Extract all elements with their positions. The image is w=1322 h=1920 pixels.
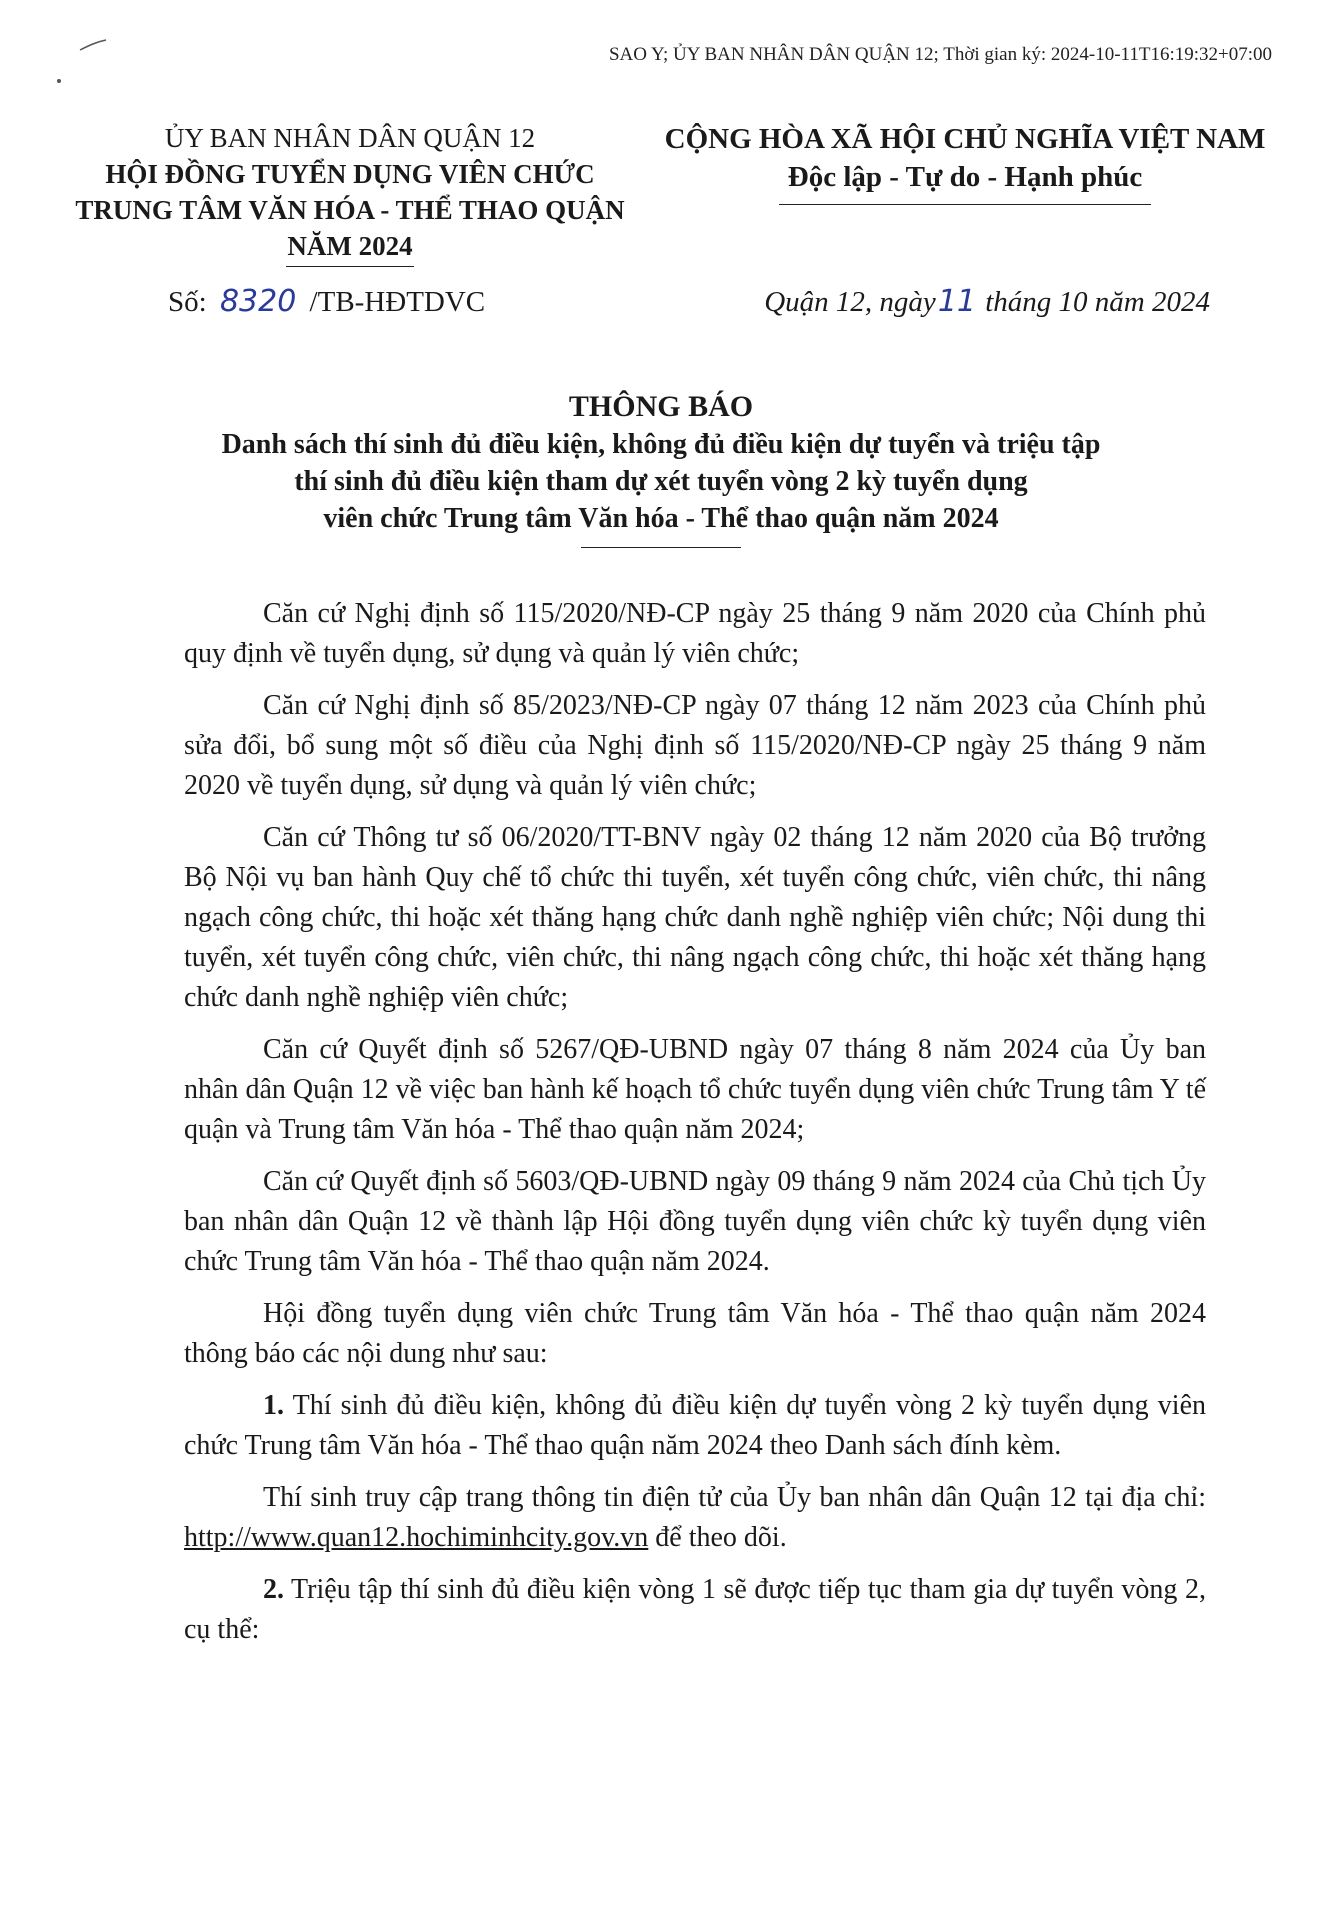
copy-signature-stamp: SAO Y; ỦY BAN NHÂN DÂN QUẬN 12; Thời gian ký: 2024-10-11T16:19:32+07:00 [608,44,1272,65]
agency-line-1: ỦY BAN NHÂN DÂN QUẬN 12 [164,123,536,153]
paragraph-item-1 [184,1386,1206,1466]
national-motto-header [660,120,1270,205]
dot-mark-icon [56,78,62,84]
item-number: 2. [263,1574,284,1605]
item-number: 1. [263,1390,284,1421]
date-day-handwritten: 11 [937,284,976,319]
document-date [764,284,1210,319]
issuing-agency-header [70,120,630,267]
agency-divider [286,266,414,267]
doc-number-handwritten: 8320 [219,284,297,319]
country-name: CỘNG HÒA XÃ HỘI CHỦ NGHĨA VIỆT NAM [664,123,1266,155]
title-line-3: viên chức Trung tâm Văn hóa - Thể thao quận năm 2024 [323,503,999,534]
website-text-before: Thí sinh truy cập trang thông tin điện tử của Ủy ban nhân dân Quận 12 tại địa chỉ: [263,1482,1206,1513]
agency-line-4: NĂM 2024 [287,231,413,261]
national-motto: Độc lập - Tự do - Hạnh phúc [787,161,1143,193]
paragraph: Căn cứ Quyết định số 5603/QĐ-UBND ngày 09 tháng 9 năm 2024 của Chủ tịch Ủy ban nhân dân Quận 12 về thành lập Hội đồng tuyển dụng viên chức kỳ tuyển dụng viên chức Trung tâm Văn hóa - Thể thao quận năm 2024. [184,1166,1206,1277]
website-text-after: để theo dõi. [655,1522,787,1553]
paragraph-item-2 [184,1570,1206,1650]
paragraph: Căn cứ Nghị định số 85/2023/NĐ-CP ngày 07 tháng 12 năm 2023 của Chính phủ sửa đổi, bổ sung một số điều của Nghị định số 115/2020/NĐ-CP ngày 25 tháng 9 năm 2020 về tuyển dụng, sử dụng và quản lý viên chức; [184,690,1206,801]
agency-line-2: HỘI ĐỒNG TUYỂN DỤNG VIÊN CHỨC [105,159,595,189]
item-text: Triệu tập thí sinh đủ điều kiện vòng 1 sẽ được tiếp tục tham gia dự tuyển vòng 2, cụ thể: [184,1574,1206,1645]
paragraph: Căn cứ Quyết định số 5267/QĐ-UBND ngày 07 tháng 8 năm 2024 của Ủy ban nhân dân Quận 12 về việc ban hành kế hoạch tổ chức tuyển dụng viên chức Trung tâm Y tế quận và Trung tâm Văn hóa - Thể thao quận năm 2024; [184,1034,1206,1145]
title-line-2: thí sinh đủ điều kiện tham dự xét tuyển vòng 2 kỳ tuyển dụng [294,466,1028,497]
doc-number-suffix: /TB-HĐTDVC [309,286,486,318]
title-divider [581,547,741,548]
paragraph: Căn cứ Nghị định số 115/2020/NĐ-CP ngày 25 tháng 9 năm 2020 của Chính phủ quy định về tuyển dụng, sử dụng và quản lý viên chức; [184,598,1206,669]
motto-divider [779,204,1151,205]
date-prefix: Quận 12, ngày [764,286,936,318]
agency-line-3: TRUNG TÂM VĂN HÓA - THỂ THAO QUẬN [75,195,625,225]
title-heading: THÔNG BÁO [568,390,754,423]
website-link[interactable]: http://www.quan12.hochiminhcity.gov.vn [184,1522,649,1553]
doc-number-prefix: Số: [168,286,207,318]
document-title [120,388,1202,548]
document-body [184,594,1206,1662]
item-text: Thí sinh đủ điều kiện, không đủ điều kiện dự tuyển vòng 2 kỳ tuyển dụng viên chức Trung tâm Văn hóa - Thể thao quận năm 2024 theo Danh sách đính kèm. [184,1390,1207,1461]
pen-mark-icon [78,38,108,52]
date-suffix: tháng 10 năm 2024 [985,286,1210,318]
document-number [168,284,485,319]
paragraph-website [184,1478,1206,1558]
paragraph: Hội đồng tuyển dụng viên chức Trung tâm Văn hóa - Thể thao quận năm 2024 thông báo các nội dung như sau: [184,1298,1206,1369]
title-line-1: Danh sách thí sinh đủ điều kiện, không đủ điều kiện dự tuyển và triệu tập [221,429,1101,460]
paragraph: Căn cứ Thông tư số 06/2020/TT-BNV ngày 02 tháng 12 năm 2020 của Bộ trưởng Bộ Nội vụ ban hành Quy chế tổ chức thi tuyển, xét tuyển công chức, viên chức, thi nâng ngạch công chức, thi hoặc xét thăng hạng chức danh nghề nghiệp viên chức; Nội dung thi tuyển, xét tuyển công chức, viên chức, thi nâng ngạch công chức, thi hoặc xét thăng hạng chức danh nghề nghiệp viên chức; [184,822,1206,1013]
